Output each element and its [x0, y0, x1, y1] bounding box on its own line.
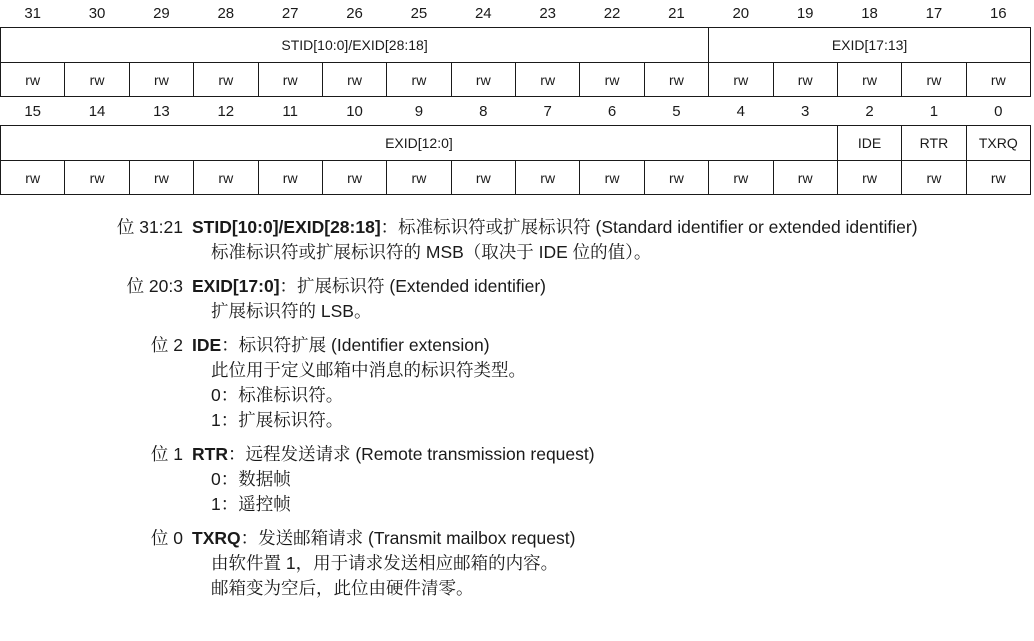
- access-type: rw: [387, 161, 451, 195]
- bit-number: 4: [736, 103, 745, 120]
- bit-number: 22: [603, 5, 621, 22]
- access-row: [1, 161, 1031, 195]
- register-field: IDE: [837, 126, 901, 161]
- bit-number: 24: [474, 5, 492, 22]
- detail-line: 1：扩展标识符。: [211, 410, 344, 430]
- bit-number: 3: [801, 103, 810, 120]
- register-lower-half: [0, 98, 1031, 195]
- bit-number: 26: [346, 5, 363, 22]
- bit-number: 7: [543, 103, 552, 120]
- field-name: RTR: [192, 444, 228, 464]
- access-type: rw: [902, 63, 966, 97]
- bit-number: 21: [668, 5, 685, 22]
- register-field: TXRQ: [966, 126, 1030, 161]
- access-type: rw: [65, 161, 129, 195]
- access-type: rw: [709, 161, 773, 195]
- bit-descriptions: [0, 215, 1034, 610]
- bit-number: 10: [346, 103, 363, 120]
- bit-number: 17: [925, 5, 943, 22]
- bit-number: 5: [672, 103, 681, 120]
- field-summary: ：发送邮箱请求 (Transmit mailbox request): [240, 528, 576, 548]
- description-bit-0: [0, 526, 1034, 601]
- access-type: rw: [580, 161, 644, 195]
- access-type: rw: [129, 63, 193, 97]
- access-type: rw: [387, 63, 451, 97]
- field-summary: ：扩展标识符 (Extended identifier): [279, 276, 547, 296]
- access-type: rw: [322, 63, 386, 97]
- bit-number-row: [1, 0, 1031, 28]
- detail-line: 此位用于定义邮箱中消息的标识符类型。: [211, 360, 526, 380]
- register-field: RTR: [902, 126, 966, 161]
- bit-number: 8: [479, 103, 488, 120]
- access-type: rw: [1, 161, 65, 195]
- register-field: EXID[17:13]: [709, 28, 1031, 63]
- access-type: rw: [966, 161, 1030, 195]
- access-type: rw: [258, 63, 322, 97]
- bit-label: 位 2: [150, 335, 183, 355]
- bit-number: 28: [217, 5, 235, 22]
- access-type: rw: [966, 63, 1030, 97]
- bit-number: 2: [865, 103, 874, 120]
- bit-number: 25: [410, 5, 428, 22]
- description-bit-2: [0, 333, 1034, 433]
- field-name: IDE: [192, 335, 222, 355]
- field-summary: ：远程发送请求 (Remote transmission request): [227, 444, 595, 464]
- field-name: STID[10:0]/EXID[28:18]: [192, 217, 381, 237]
- field-row: [1, 126, 1031, 161]
- access-type: rw: [129, 161, 193, 195]
- field-summary: ：标准标识符或扩展标识符 (Standard identifier or extended identifier): [380, 217, 918, 237]
- description-bit-31-21: [0, 215, 1034, 265]
- bit-number: 12: [217, 103, 235, 120]
- detail-line: 扩展标识符的 LSB。: [211, 301, 372, 321]
- field-row: [1, 28, 1031, 63]
- bit-number: 19: [796, 5, 814, 22]
- field-name: TXRQ: [192, 528, 241, 548]
- bit-number: 0: [994, 103, 1003, 120]
- bit-number: 31: [24, 5, 42, 22]
- description-bit-20-3: [0, 274, 1034, 324]
- access-type: rw: [837, 63, 901, 97]
- detail-line: 由软件置 1，用于请求发送相应邮箱的内容。: [211, 553, 559, 573]
- field-summary: ：标识符扩展 (Identifier extension): [221, 335, 490, 355]
- access-type: rw: [516, 63, 580, 97]
- access-row: [1, 63, 1031, 97]
- access-type: rw: [322, 161, 386, 195]
- detail-line: 标准标识符或扩展标识符的 MSB（取决于 IDE 位的值）。: [211, 242, 652, 262]
- register-field: STID[10:0]/EXID[28:18]: [1, 28, 709, 63]
- bit-number: 20: [732, 5, 750, 22]
- access-type: rw: [837, 161, 901, 195]
- bit-number: 29: [153, 5, 170, 22]
- detail-line: 0：数据帧: [211, 469, 291, 489]
- access-type: rw: [194, 63, 258, 97]
- field-name: EXID[17:0]: [192, 276, 280, 296]
- access-type: rw: [258, 161, 322, 195]
- access-type: rw: [65, 63, 129, 97]
- access-type: rw: [451, 63, 515, 97]
- detail-line: 1：遥控帧: [211, 494, 291, 514]
- bit-label: 位 1: [150, 444, 183, 464]
- description-bit-1: [0, 442, 1034, 517]
- detail-line: 0：标准标识符。: [211, 385, 344, 405]
- detail-line: 邮箱变为空后，此位由硬件清零。: [211, 578, 474, 598]
- bit-number: 30: [88, 5, 106, 22]
- bit-number: 6: [607, 103, 617, 120]
- bit-number: 23: [539, 5, 557, 22]
- bit-number: 13: [153, 103, 170, 120]
- access-type: rw: [644, 63, 708, 97]
- bit-label: 位 0: [150, 528, 183, 548]
- access-type: rw: [902, 161, 966, 195]
- bit-number: 14: [88, 103, 106, 120]
- access-type: rw: [516, 161, 580, 195]
- access-type: rw: [451, 161, 515, 195]
- register-field: EXID[12:0]: [1, 126, 838, 161]
- access-type: rw: [709, 63, 773, 97]
- bit-label: 位 20:3: [126, 276, 183, 296]
- access-type: rw: [773, 161, 837, 195]
- bit-number: 9: [414, 103, 424, 120]
- access-type: rw: [644, 161, 708, 195]
- access-type: rw: [773, 63, 837, 97]
- bit-number: 1: [929, 103, 939, 120]
- bit-number: 27: [281, 5, 299, 22]
- access-type: rw: [580, 63, 644, 97]
- bit-number: 18: [861, 5, 878, 22]
- bit-number: 15: [24, 103, 42, 120]
- bit-number: 16: [989, 5, 1007, 22]
- bit-label: 位 31:21: [116, 217, 183, 237]
- register-upper-half: [0, 0, 1031, 97]
- access-type: rw: [1, 63, 65, 97]
- bit-number-row: [1, 98, 1031, 126]
- bit-number: 11: [282, 103, 298, 120]
- access-type: rw: [194, 161, 258, 195]
